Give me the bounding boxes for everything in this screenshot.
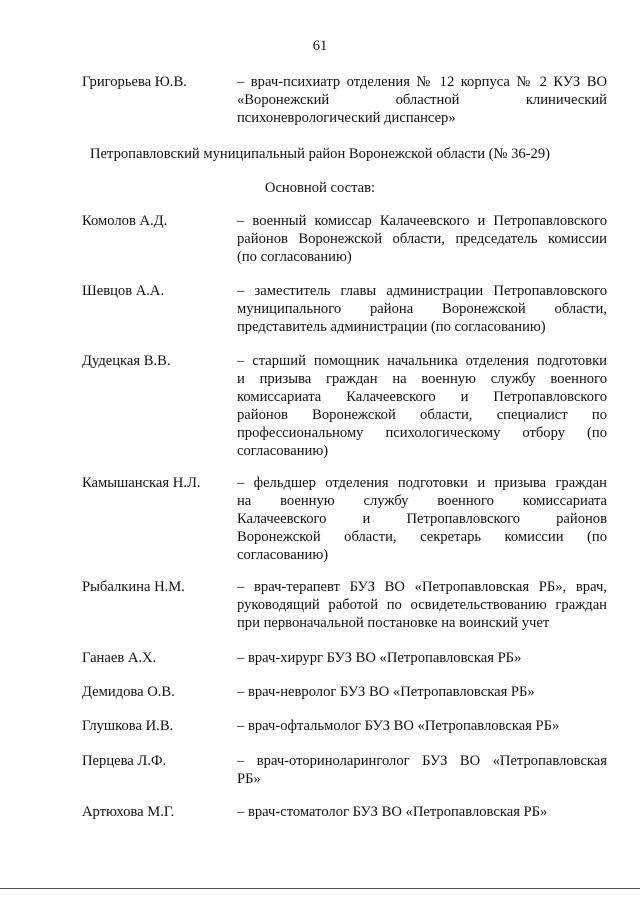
role-line: согласованию) <box>237 443 329 459</box>
role-line: – врач-хирург БУЗ ВО «Петропавловская РБ» <box>237 650 522 666</box>
member-role <box>237 752 607 788</box>
member-name: Комолов А.Д. <box>82 213 168 229</box>
role-line: профессиональному психологическому отбору (по <box>237 425 607 441</box>
role-line: психоневрологический диспансер» <box>237 110 456 126</box>
member-role <box>237 649 607 667</box>
role-line: РБ» <box>237 771 261 787</box>
footer-rule <box>0 888 640 889</box>
member-role <box>237 578 607 632</box>
member-name: Дудецкая В.В. <box>82 353 171 369</box>
member-role <box>237 717 607 735</box>
role-line: комиссариата Калачеевского и Петропавловского <box>237 389 607 405</box>
role-line: – военный комиссар Калачеевского и Петропавловского <box>237 213 607 229</box>
role-line: согласованию) <box>237 547 329 563</box>
composition-heading: Основной состав: <box>264 180 376 196</box>
district-heading: Петропавловский муниципальный район Воронежской области (№ 36-29) <box>90 146 550 162</box>
role-line: – врач-офтальмолог БУЗ ВО «Петропавловская РБ» <box>237 718 560 734</box>
role-line: руководящий работой по освидетельствованию граждан <box>237 597 607 613</box>
role-line: – врач-оториноларинголог БУЗ ВО «Петропавловская <box>237 753 607 769</box>
role-line: на военную службу военного комиссариата <box>237 493 607 509</box>
role-line: районов Воронежской области, председатель комиссии <box>237 231 607 247</box>
role-line: – фельдшер отделения подготовки и призыва граждан <box>237 475 607 491</box>
role-line: – врач-терапевт БУЗ ВО «Петропавловская РБ», врач, <box>237 579 607 595</box>
role-line: – врач-невролог БУЗ ВО «Петропавловская РБ» <box>237 684 535 700</box>
role-line: (по согласованию) <box>237 249 352 265</box>
role-line: Воронежской области, секретарь комиссии (по <box>237 529 607 545</box>
member-role <box>237 282 607 336</box>
role-line: «Воронежский областной клинический <box>237 92 607 108</box>
member-role <box>237 73 607 127</box>
member-role <box>237 474 607 564</box>
member-role <box>237 683 607 701</box>
role-line: при первоначальной постановке на воинский учет <box>237 615 550 631</box>
member-role <box>237 352 607 460</box>
member-name: Ганаев А.Х. <box>82 650 157 666</box>
member-role <box>237 803 607 821</box>
role-line: – врач-психиатр отделения № 12 корпуса № 2 КУЗ ВО <box>237 74 607 90</box>
member-name: Глушкова И.В. <box>82 718 174 734</box>
member-name: Шевцов А.А. <box>82 283 165 299</box>
page-number: 61 <box>312 38 328 54</box>
member-name: Перцева Л.Ф. <box>82 753 167 769</box>
member-name: Демидова О.В. <box>82 684 175 700</box>
member-name: Рыбалкина Н.М. <box>82 579 185 595</box>
role-line: и призыва граждан на военную службу военного <box>237 371 607 387</box>
role-line: Калачеевского и Петропавловского районов <box>237 511 607 527</box>
member-name: Артюхова М.Г. <box>82 804 175 820</box>
role-line: районов Воронежской области, специалист по <box>237 407 607 423</box>
member-role <box>237 212 607 266</box>
role-line: представитель администрации (по согласованию) <box>237 319 546 335</box>
role-line: – заместитель главы администрации Петропавловского <box>237 283 607 299</box>
role-line: муниципального района Воронежской области, <box>237 301 607 317</box>
member-name: Камышанская Н.Л. <box>82 475 201 491</box>
role-line: – врач-стоматолог БУЗ ВО «Петропавловская РБ» <box>237 804 548 820</box>
role-line: – старший помощник начальника отделения подготовки <box>237 353 607 369</box>
member-name: Григорьева Ю.В. <box>82 74 187 90</box>
